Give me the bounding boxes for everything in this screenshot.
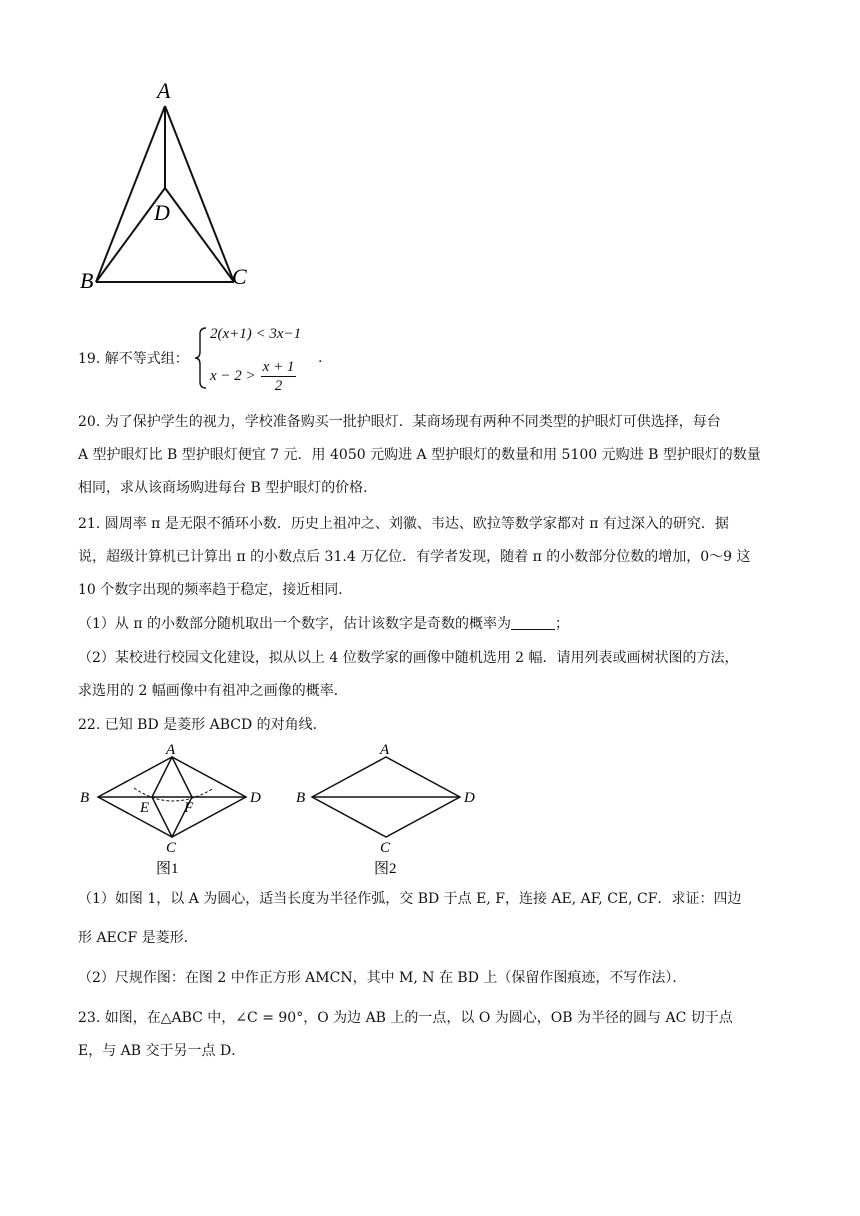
q21-part-1-text: （1）从 π 的小数部分随机取出一个数字，估计该数字是奇数的概率为 [78,616,512,632]
q19-inequality-2 [210,358,296,395]
q22-part-2: （2）尺规作图：在图 2 中作正方形 AMCN，其中 M, N 在 BD 上（保留作图痕迹，不写作法）． [78,970,687,986]
q21-line-1: 21. 圆周率 π 是无限不循环小数．历史上祖冲之、刘徽、韦达、欧拉等数学家都对 π 有过深入的研究．据 [78,516,729,532]
q20-line-1: 20. 为了保护学生的视力，学校准备购买一批护眼灯．某商场现有两种不同类型的护眼灯可供选择，每台 [78,414,721,430]
label-A: A [166,742,176,758]
label-C: C [166,840,177,856]
q19-eq2-left: x − 2 > [210,368,256,384]
label-F: F [184,800,194,816]
q19-label: 19. 解不等式组： [78,351,189,367]
label-E: E [140,800,150,816]
q21-part-1-end: ； [555,616,570,632]
q22-stem: 22. 已知 BD 是菱形 ABCD 的对角线． [78,717,327,733]
rhombus-figure-1 [74,740,274,880]
figure-1-caption: 图1 [156,861,179,877]
q19-fraction-numerator: x + 1 [262,359,295,375]
q23-line-1: 23. 如图，在△ABC 中，∠C = 90°，O 为边 AB 上的一点，以 O 为圆心，OB 为半径的圆与 AC 切于点 [78,1010,733,1026]
q22-part-1-line-2: 形 AECF 是菱形． [78,930,198,946]
label-C: C [232,264,247,289]
label-A: A [157,78,171,103]
q19-fraction [261,358,297,395]
q19-fraction-denominator: 2 [274,378,283,394]
q19-inequality-1: 2(x+1) < 3x−1 [210,326,302,342]
q22-part-1-line-1: （1）如图 1，以 A 为圆心，适当长度为半径作弧，交 BD 于点 E, F，连接 AE, AF, CE, CF．求证：四边 [78,891,742,907]
q21-part-1 [78,614,569,634]
segment-CD [165,188,234,282]
label-B: B [80,790,90,806]
rhombus-figure-2 [290,740,490,880]
label-D: D [154,200,170,225]
label-D: D [464,790,475,806]
triangle-figure [74,76,264,298]
label-A: A [380,742,390,758]
figure-2-caption: 图2 [374,861,397,877]
q21-line-2: 说，超级计算机已计算出 π 的小数点后 31.4 万亿位．有学者发现，随着 π 的小数部分位数的增加，0～9 这 [78,549,751,565]
label-C: C [380,840,391,856]
segment-AB [96,106,165,282]
label-D: D [250,790,261,806]
q21-part-2-line-2: 求选用的 2 幅画像中有祖冲之画像的概率． [78,683,348,699]
q19-tail: . [318,350,323,366]
q21-line-3: 10 个数字出现的频率趋于稳定，接近相同． [78,582,353,598]
q20-line-2: A 型护眼灯比 B 型护眼灯便宜 7 元．用 4050 元购进 A 型护眼灯的数量和用 5100 元购进 B 型护眼灯的数量 [78,447,761,463]
label-B: B [80,268,94,293]
q23-line-2: E，与 AB 交于另一点 D． [78,1043,246,1059]
q21-part-2-line-1: （2）某校进行校园文化建设，拟从以上 4 位数学家的画像中随机选用 2 幅．请用列表或画树状图的方法， [78,650,739,666]
answer-blank [511,615,555,630]
q20-line-3: 相同，求从该商场购进每台 B 型护眼灯的价格． [78,480,378,496]
label-B: B [296,790,306,806]
segment-AC [165,106,234,282]
q19-brace [194,326,208,390]
